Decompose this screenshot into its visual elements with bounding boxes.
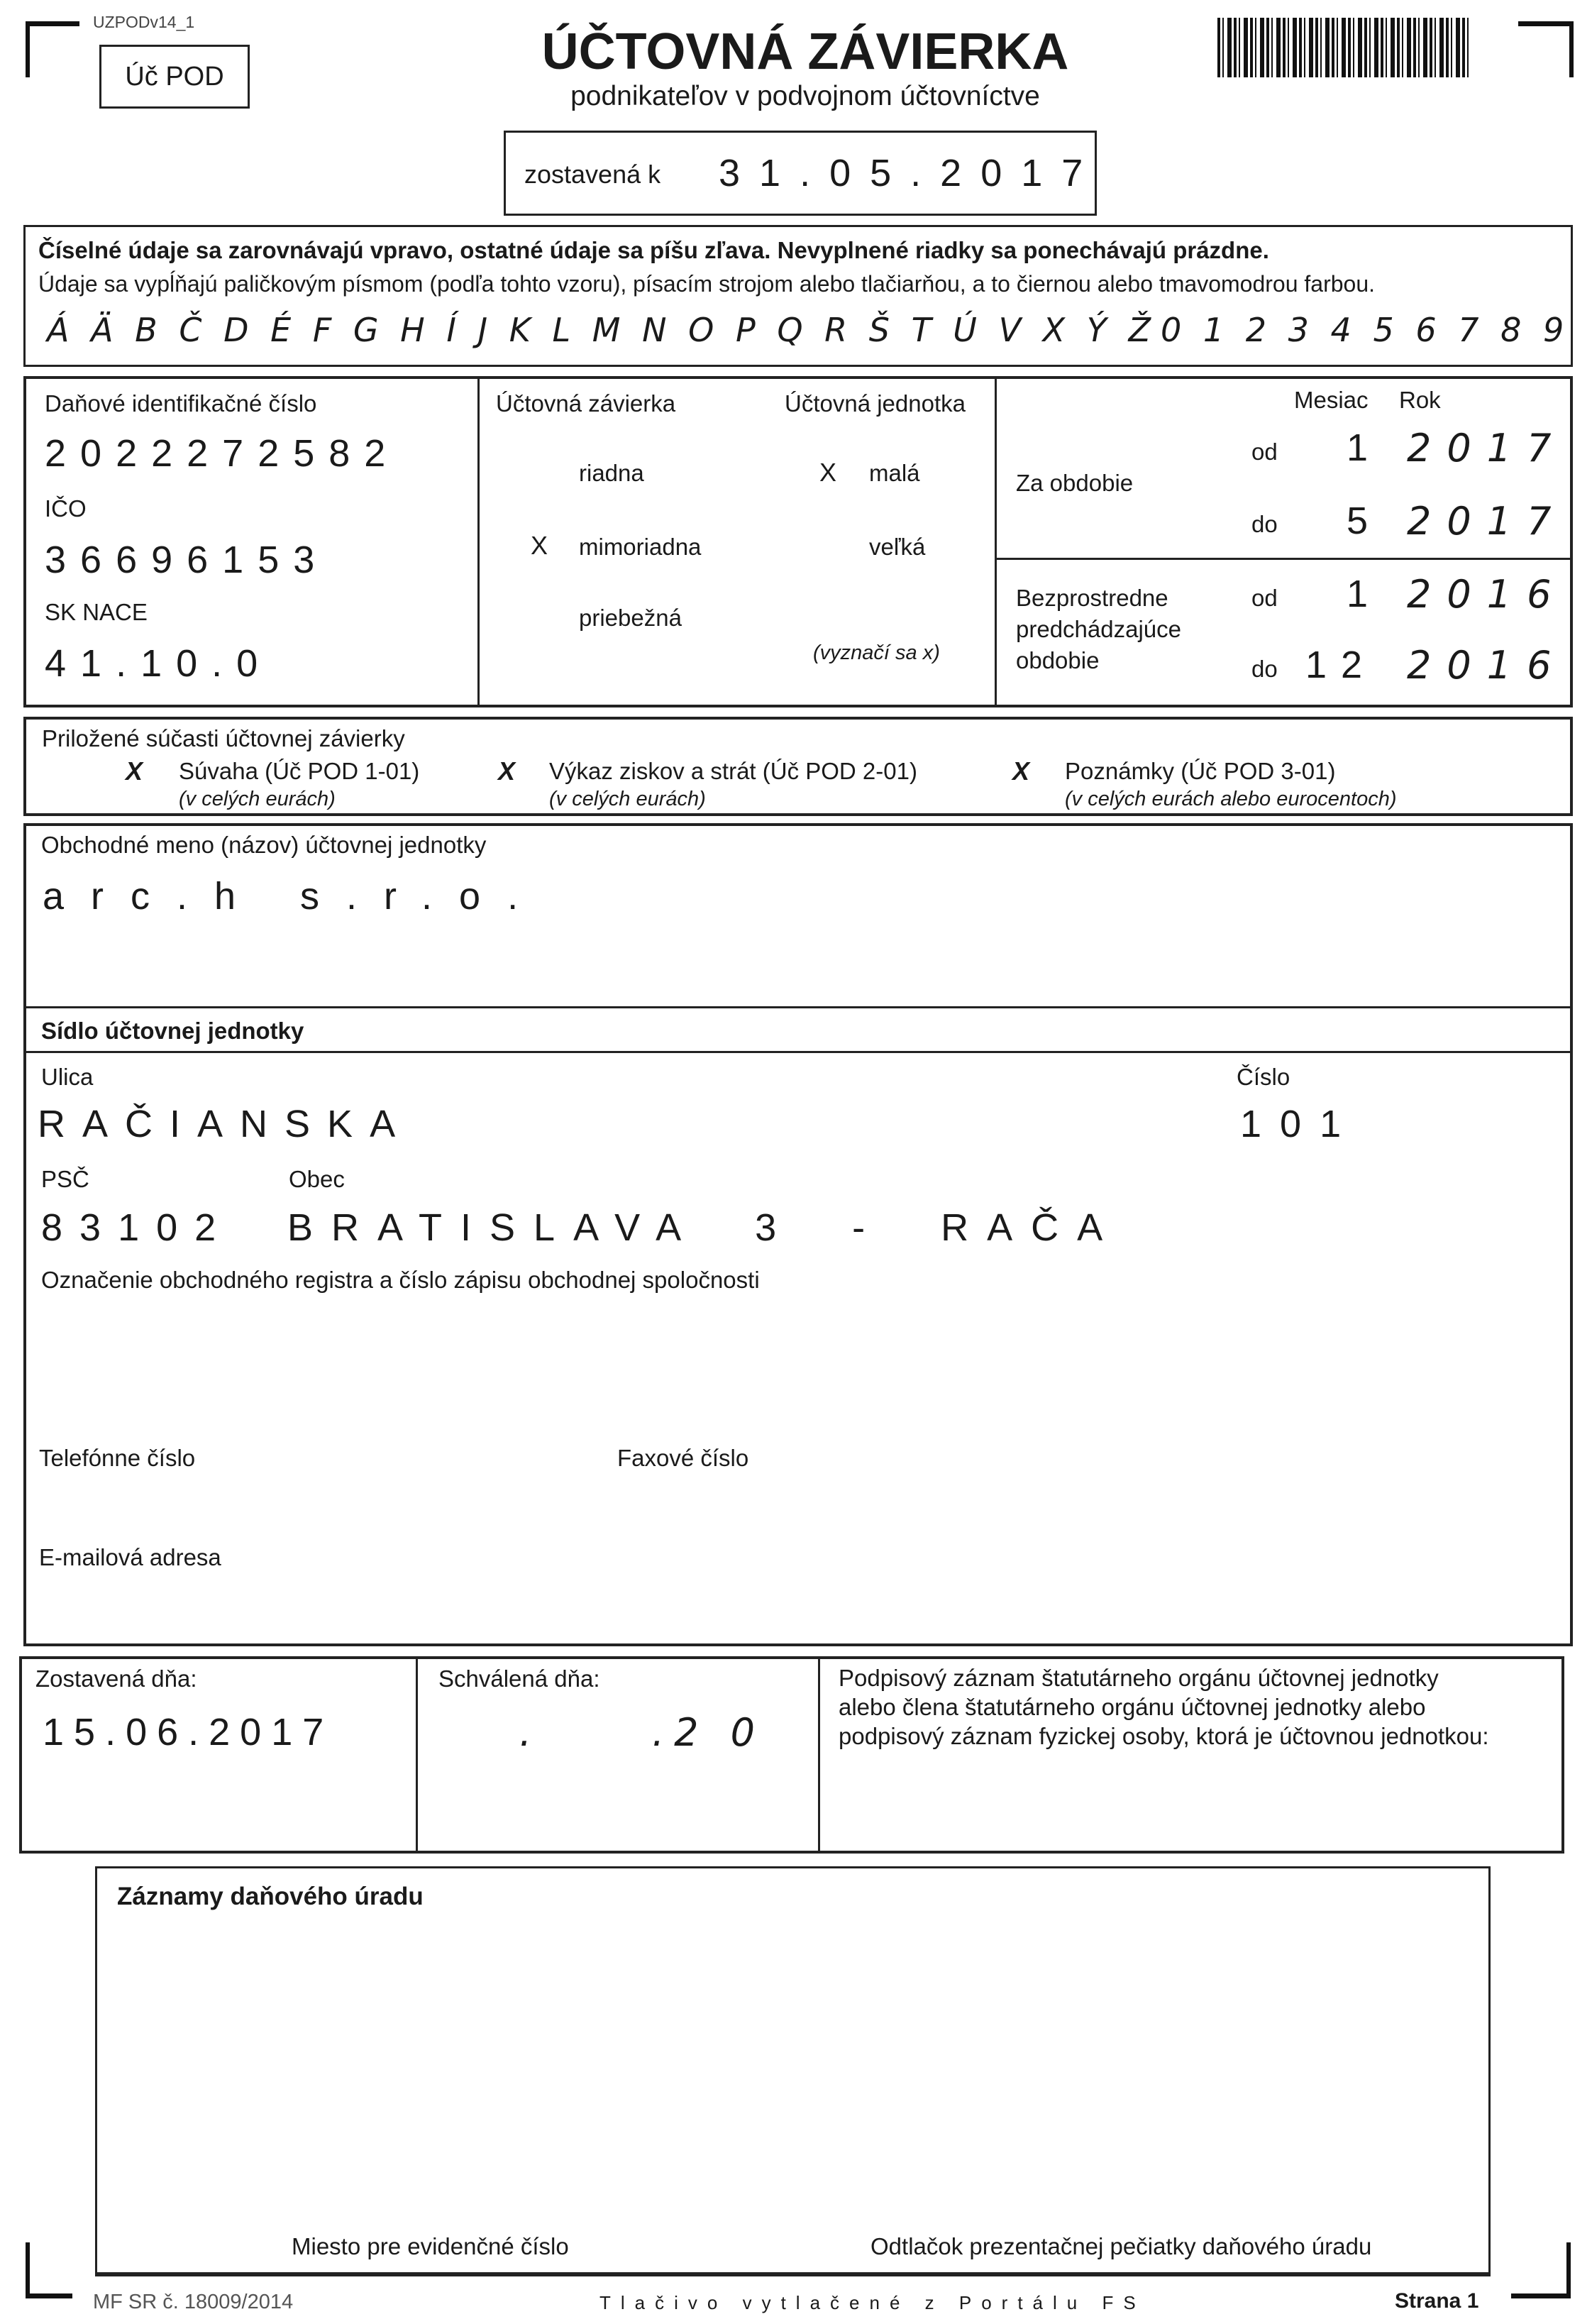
attachment-notes-label: Poznámky (Úč POD 3-01) — [1065, 758, 1336, 784]
attachment-balance-note: (v celých eurách) — [179, 788, 336, 810]
attachment-balance-label: Súvaha (Úč POD 1-01) — [179, 758, 420, 784]
divider — [477, 378, 480, 706]
current-from-year[interactable]: 2017 — [1407, 426, 1567, 470]
form-code: UZPODv14_1 — [93, 13, 195, 31]
previous-from-month[interactable]: 1 — [1347, 573, 1383, 615]
divider — [818, 1658, 820, 1852]
sknace-value[interactable]: 41.10.0 — [45, 642, 272, 685]
tax-office-title: Záznamy daňového úradu — [117, 1883, 424, 1910]
company-name-label: Obchodné meno (názov) účtovnej jednotky — [41, 832, 487, 858]
current-to-year[interactable]: 2017 — [1407, 499, 1567, 544]
signature-text-3: podpisový záznam fyzickej osoby, ktorá je účtovnou jednotkou: — [839, 1723, 1489, 1749]
statement-mimoriadna-checkbox[interactable]: X — [531, 531, 548, 560]
previous-to-month[interactable]: 12 — [1305, 644, 1377, 686]
current-from-month[interactable]: 1 — [1347, 426, 1383, 469]
approved-date-label: Schválená dňa: — [438, 1665, 600, 1692]
sample-letters: Á Ä B Č D É F G H Í J K L M N O P Q R Š T Ú V X Ý Ž — [47, 311, 1157, 349]
sample-digits: 0 1 2 3 4 5 6 7 8 9 — [1161, 311, 1570, 349]
register-label: Označenie obchodného registra a číslo zápisu obchodnej spoločnosti — [41, 1267, 760, 1293]
street-label: Ulica — [41, 1064, 94, 1090]
mark-note: (vyznačí sa x) — [813, 641, 940, 664]
prepared-date-value[interactable]: 15.06.2017 — [43, 1711, 334, 1753]
previous-from-label: od — [1251, 585, 1278, 611]
attachment-notes-note: (v celých eurách alebo eurocentoch) — [1065, 788, 1397, 810]
prepared-as-of-value: 3 1 . 0 5 . 2 0 1 7 — [719, 152, 1088, 194]
entity-mala-checkbox[interactable]: X — [819, 458, 837, 487]
approved-date-value[interactable]: . .2 0 — [519, 1710, 765, 1755]
current-to-label: do — [1251, 511, 1278, 537]
current-period-label: Za obdobie — [1016, 470, 1134, 496]
zip-label: PSČ — [41, 1166, 89, 1192]
street-value[interactable]: RAČIANSKA — [38, 1103, 413, 1145]
phone-label: Telefónne číslo — [39, 1445, 196, 1471]
dic-label: Daňové identifikačné číslo — [45, 390, 317, 417]
signature-text-1: Podpisový záznam štatutárneho orgánu účtovnej jednotky — [839, 1665, 1439, 1691]
divider — [995, 378, 997, 706]
attachment-notes-checkbox[interactable]: X — [1012, 756, 1030, 786]
footer-regulation: MF SR č. 18009/2014 — [93, 2291, 294, 2313]
month-header: Mesiac — [1294, 387, 1369, 413]
divider — [995, 558, 1571, 560]
entity-mala-label: malá — [869, 460, 920, 486]
previous-to-label: do — [1251, 656, 1278, 682]
statement-riadna-label: riadna — [579, 460, 644, 486]
statement-mimoriadna-label: mimoriadna — [579, 534, 702, 560]
sknace-label: SK NACE — [45, 599, 148, 625]
instructions-box — [23, 225, 1573, 367]
corner-mark-bottom-right — [1511, 2242, 1571, 2298]
address-section-label: Sídlo účtovnej jednotky — [41, 1018, 304, 1044]
number-label: Číslo — [1237, 1064, 1290, 1090]
footer-page: Strana 1 — [1395, 2289, 1479, 2313]
attachments-label: Priložené súčasti účtovnej závierky — [42, 725, 405, 751]
email-label: E-mailová adresa — [39, 1544, 221, 1570]
previous-period-label-1: Bezprostredne — [1016, 585, 1168, 611]
divider — [25, 1051, 1571, 1053]
city-label: Obec — [289, 1166, 345, 1192]
divider — [416, 1658, 418, 1852]
zip-value[interactable]: 83102 — [41, 1206, 233, 1249]
fax-label: Faxové číslo — [617, 1445, 749, 1471]
stamp-label: Odtlačok prezentačnej pečiatky daňového úradu — [870, 2233, 1372, 2259]
attachment-balance-checkbox[interactable]: X — [126, 756, 143, 786]
prepared-as-of-box — [504, 131, 1097, 216]
prepared-date-label: Zostavená dňa: — [35, 1665, 197, 1692]
divider — [25, 1006, 1571, 1008]
attachment-pl-note: (v celých eurách) — [549, 788, 706, 810]
city-value[interactable]: BRATISLAVA 3 - RAČA — [287, 1206, 1122, 1249]
barcode — [1217, 18, 1471, 77]
ico-label: IČO — [45, 495, 87, 522]
previous-to-year[interactable]: 2016 — [1407, 643, 1567, 688]
attachment-pl-checkbox[interactable]: X — [498, 756, 516, 786]
statement-priebezna-label: priebežná — [579, 605, 682, 631]
entity-type-label: Účtovná jednotka — [785, 390, 966, 417]
page-subtitle: podnikateľov v podvojnom účtovníctve — [570, 81, 1040, 111]
previous-period-label-3: obdobie — [1016, 647, 1100, 673]
current-from-label: od — [1251, 439, 1278, 465]
instructions-text: Údaje sa vypĺňajú paličkovým písmom (podľa tohto vzoru), písacím strojom alebo tlačiarňou, a to čiernou alebo tmavomodrou farbou. — [38, 271, 1376, 297]
dic-value[interactable]: 2022272582 — [45, 432, 400, 475]
entity-velka-label: veľká — [869, 534, 926, 560]
prepared-as-of-label: zostavená k — [524, 160, 661, 189]
statement-type-label: Účtovná závierka — [496, 390, 676, 417]
footer-printed-from: Tlačivo vytlačené z Portálu FS — [599, 2292, 1146, 2313]
attachment-pl-label: Výkaz ziskov a strát (Úč POD 2-01) — [549, 758, 917, 784]
page-title: ÚČTOVNÁ ZÁVIERKA — [541, 23, 1069, 80]
previous-from-year[interactable]: 2016 — [1407, 572, 1567, 617]
corner-mark-bottom-left — [26, 2242, 72, 2298]
ico-value[interactable]: 36696153 — [45, 539, 329, 581]
year-header: Rok — [1399, 387, 1441, 413]
company-name-value[interactable]: arc.h s.r.o. — [43, 875, 546, 918]
instructions-bold: Číselné údaje sa zarovnávajú vpravo, ostatné údaje sa píšu zľava. Nevyplnené riadky sa ponechávajú prázdne. — [38, 237, 1269, 263]
attachments-box — [23, 717, 1573, 816]
number-value[interactable]: 101 — [1240, 1103, 1360, 1145]
form-badge-text: Úč POD — [125, 61, 224, 92]
current-to-month[interactable]: 5 — [1347, 500, 1383, 542]
previous-period-label-2: predchádzajúce — [1016, 616, 1181, 642]
evidence-number-label: Miesto pre evidenčné číslo — [292, 2233, 569, 2259]
signature-text-2: alebo člena štatutárneho orgánu účtovnej jednotky alebo — [839, 1694, 1426, 1720]
tax-office-box — [95, 1866, 1491, 2276]
